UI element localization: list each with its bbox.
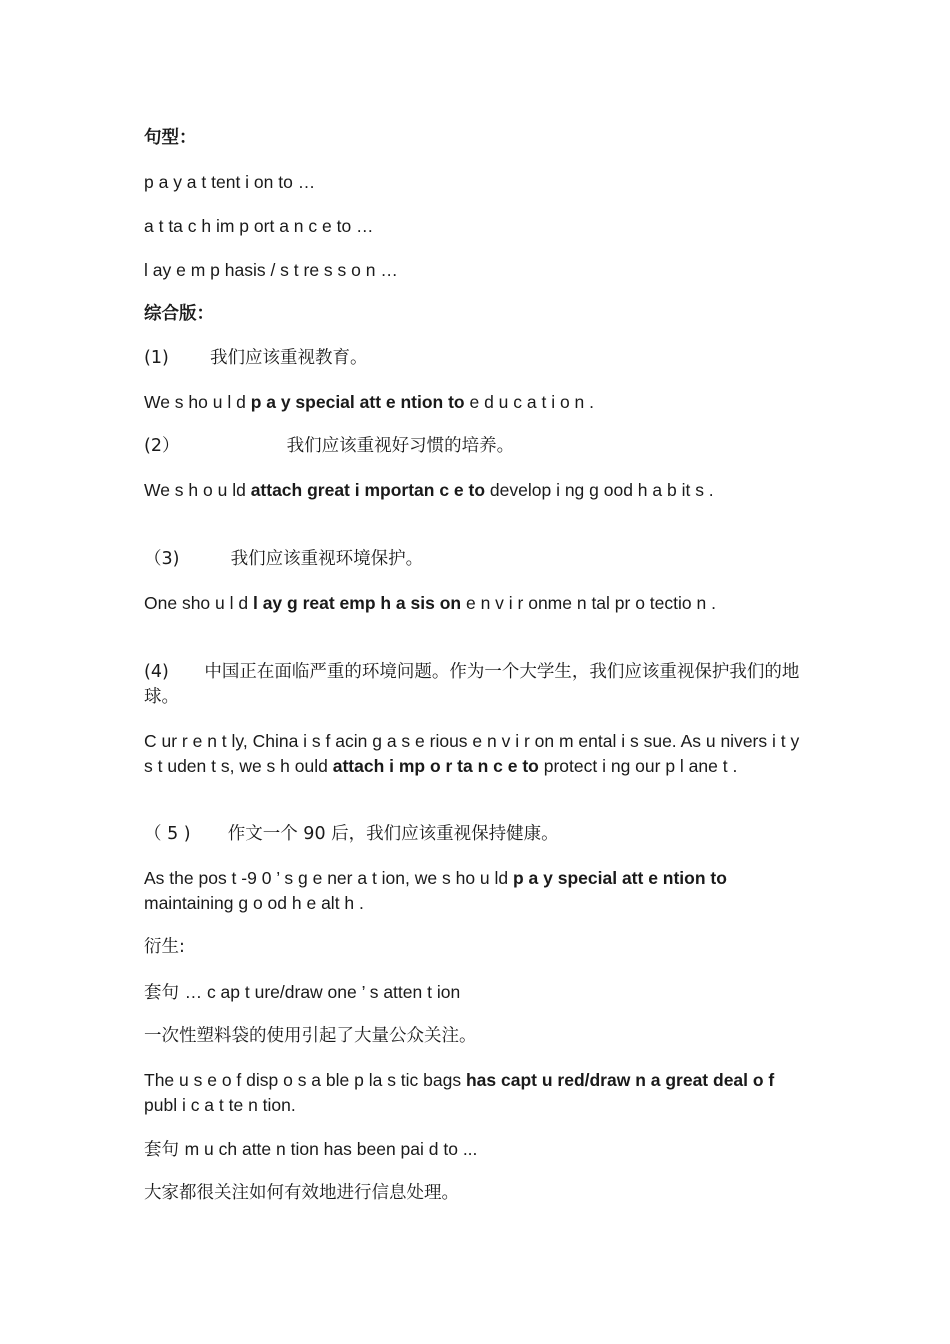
english-part: maintaining g o od h e alt h . (144, 893, 364, 913)
pattern-phrase: … c ap t ure/draw one ’ s atten t ion (184, 982, 461, 1002)
example-number: （3) (144, 549, 180, 569)
example-2-english (144, 478, 806, 503)
pattern-lay-emphasis: l ay e m p hasis / s t re s s o n … (144, 260, 398, 280)
key-phrase: attach great i mportan c e to (250, 480, 490, 500)
key-phrase: p a y special att e ntion to (513, 868, 727, 888)
example-2-chinese (144, 434, 806, 459)
english-part: As the pos t -9 0 ’ s g e ner a t ion, we s ho u ld (144, 868, 513, 888)
english-part: develop i ng g ood h a b it s . (489, 480, 714, 500)
example-number: (4) (144, 662, 169, 682)
pattern-label: 套句 (144, 1140, 185, 1160)
english-part: We s ho u l d (144, 392, 251, 412)
english-part: The u s e o f disp o s a ble p la s tic bags (144, 1070, 466, 1090)
pattern-phrase: m u ch atte n tion has been pai d to ... (184, 1139, 478, 1159)
derived-1-english (144, 1068, 806, 1118)
derived-pattern-1 (144, 980, 806, 1006)
english-part: publ i c a t te n tion. (144, 1095, 296, 1115)
example-3-english (144, 591, 806, 616)
derived-2-chinese: 大家都很关注如何有效地进行信息处理。 (144, 1183, 459, 1203)
english-part: e d u c a t i o n . (469, 392, 595, 412)
chinese-sentence: 中国正在面临严重的环境问题。作为一个大学生，我们应该重视保护我们的地球。 (144, 662, 800, 707)
derived-1-chinese: 一次性塑料袋的使用引起了大量公众关注。 (144, 1026, 477, 1046)
chinese-sentence: 我们应该重视环境保护。 (230, 549, 424, 569)
key-phrase: p a y special att e ntion to (250, 392, 470, 412)
key-phrase: attach i mp o r ta n c e to (332, 756, 544, 776)
heading-derived: 衍生: (144, 937, 185, 957)
english-part: e n v i r onme n tal pr o tectio n . (465, 593, 716, 613)
example-1-chinese (144, 346, 806, 371)
example-5-chinese (144, 822, 806, 847)
chinese-sentence: 我们应该重视教育。 (209, 348, 368, 368)
example-number: (2） (144, 436, 180, 456)
chinese-sentence: 作文一个 90 后，我们应该重视保持健康。 (227, 824, 559, 844)
english-part: C ur r e n t ly, China i s f acin g a s e rious e n v i r on m ental i s sue. As u nivers i t y s t uden t s, we s h ould (144, 731, 800, 776)
pattern-attach-importance: a t ta c h im p ort a n c e to … (144, 216, 374, 236)
english-part: We s h o u ld (144, 480, 251, 500)
key-phrase: l ay g reat emp h a sis on (252, 593, 466, 613)
heading-sentence-patterns: 句型： (144, 128, 197, 148)
example-4-chinese (144, 660, 806, 710)
derived-pattern-2 (144, 1137, 806, 1163)
english-part: protect i ng our p l ane t . (543, 756, 738, 776)
example-1-english (144, 390, 806, 415)
example-3-chinese (144, 547, 806, 572)
example-4-english (144, 729, 806, 779)
example-5-english (144, 866, 806, 916)
chinese-sentence: 我们应该重视好习惯的培养。 (286, 436, 515, 456)
pattern-label: 套句 (144, 983, 185, 1003)
english-part: One sho u l d (144, 593, 253, 613)
key-phrase: has capt u red/draw n a great deal o f (465, 1070, 775, 1090)
heading-combined-version: 综合版： (144, 304, 214, 324)
example-number: （ 5 ) (144, 824, 191, 844)
example-number: (1) (144, 348, 169, 368)
pattern-pay-attention: p a y a t tent i on to … (144, 172, 316, 192)
